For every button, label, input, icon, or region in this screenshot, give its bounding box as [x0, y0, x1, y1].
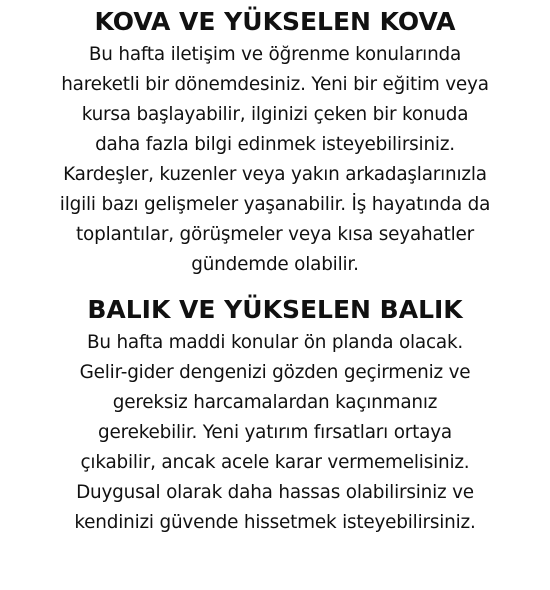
body-line: gerekebilir. Yeni yatırım fırsatları ortaya [98, 422, 452, 443]
body-line: Duygusal olarak daha hassas olabilirsiniz ve [76, 482, 474, 503]
section-body-kova [8, 40, 542, 280]
section-body-balik [8, 328, 542, 538]
body-line: Kardeşler, kuzenler veya yakın arkadaşlarınızla [63, 164, 487, 185]
body-line: çıkabilir, ancak acele karar vermemelisiniz. [80, 452, 470, 473]
section-title-balik: BALIK VE YÜKSELEN BALIK [87, 295, 463, 324]
body-line: toplantılar, görüşmeler veya kısa seyahatler [76, 224, 474, 245]
body-line: Bu hafta maddi konular ön planda olacak. [86, 332, 464, 353]
body-line: Gelir-gider dengenizi gözden geçirmeniz ve [79, 362, 471, 383]
body-line: daha fazla bilgi edinmek isteyebilirsiniz. [95, 134, 455, 155]
body-line: ilgili bazı gelişmeler yaşanabilir. İş hayatında da [59, 194, 491, 215]
body-line: gereksiz harcamalardan kaçınmanız [112, 392, 438, 413]
section-balik [8, 294, 542, 538]
body-line: Bu hafta iletişim ve öğrenme konularında [88, 44, 462, 65]
body-line: kendinizi güvende hissetmek isteyebilirsiniz. [74, 512, 476, 533]
body-line: kursa başlayabilir, ilginizi çeken bir konuda [81, 104, 469, 125]
body-line: hareketli bir dönemdesiniz. Yeni bir eğitim veya [61, 74, 489, 95]
section-title-kova: KOVA VE YÜKSELEN KOVA [94, 7, 456, 36]
section-kova [8, 6, 542, 280]
body-line: gündemde olabilir. [191, 254, 359, 275]
